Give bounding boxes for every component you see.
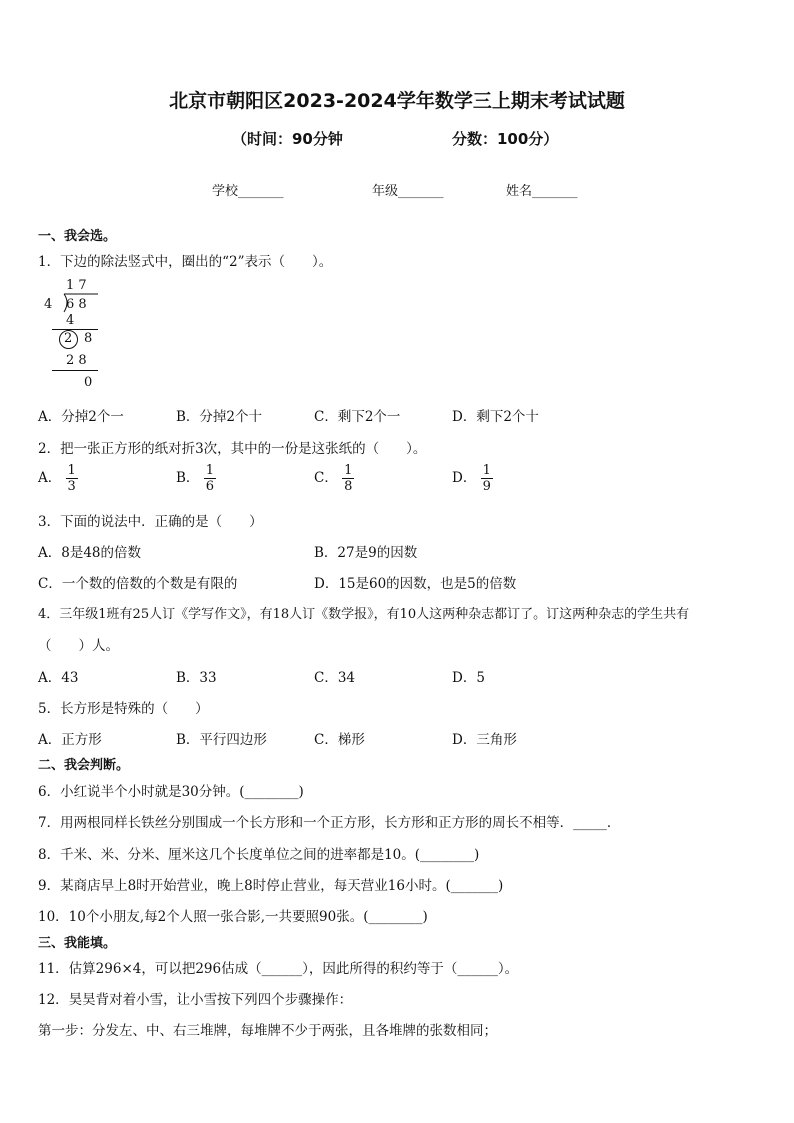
fraction-denominator: 8 [344, 479, 353, 494]
q2-option-a [38, 463, 78, 494]
division-divisor: 4 [44, 297, 53, 312]
question-4-line-1: 4．三年级1班有25人订《学写作文》，有18人订《数学报》，有10人这两种杂志都订了。订这两种杂志的学生共有 [38, 607, 690, 622]
question-7: 7．用两根同样长铁丝分别围成一个长方形和一个正方形，长方形和正方形的周长不相等．_____． [38, 815, 621, 831]
q3-option-d: D．15是60的因数，也是5的倍数 [314, 576, 517, 592]
q4-option-c: C．34 [314, 670, 356, 686]
q2-option-b-fraction [204, 463, 216, 494]
exam-time: （时间：90分钟 [232, 130, 343, 148]
question-1: 1．下边的除法竖式中，圈出的“2”表示（ ）。 [38, 254, 333, 270]
fraction-numerator: 1 [482, 463, 491, 478]
section-3-heading: 三、我能填。 [38, 936, 117, 951]
grade-field: 年级_______ [372, 184, 444, 199]
question-2: 2．把一张正方形的纸对折3次，其中的一份是这张纸的（ ）。 [38, 441, 427, 457]
page-title: 北京市朝阳区2023-2024学年数学三上期末考试试题 [169, 90, 625, 112]
question-3: 3．下面的说法中．正确的是（ ） [38, 514, 263, 530]
fraction-numerator: 1 [205, 463, 214, 478]
q2-option-c-fraction [342, 463, 354, 494]
q3-option-b: B．27是9的因数 [314, 545, 418, 561]
division-dividend: 6 8 [66, 297, 87, 312]
q5-option-d: D．三角形 [452, 732, 517, 748]
fraction-numerator: 1 [67, 463, 76, 478]
q5-option-a: A．正方形 [38, 732, 102, 748]
question-10: 10．10个小朋友,每2个人照一张合影,一共要照90张。(________) [38, 909, 428, 925]
division-step-3: 2 8 [66, 353, 87, 368]
circled-digit: 2 [64, 331, 73, 346]
q5-option-c: C．梯形 [314, 732, 365, 748]
q1-option-b: B．分掉2个十 [176, 409, 263, 425]
q2-option-d-letter: D． [452, 470, 477, 486]
q2-option-a-letter: A． [38, 470, 62, 486]
q2-option-d-fraction [481, 463, 493, 494]
exam-score: 分数：100分） [452, 130, 559, 148]
q4-option-b: B．33 [176, 670, 217, 686]
section-2-heading: 二、我会判断。 [38, 758, 130, 773]
q2-option-d [452, 463, 493, 494]
question-8: 8．千米、米、分米、厘米这几个长度单位之间的进率都是10。(________) [38, 847, 480, 863]
fraction-denominator: 9 [482, 479, 491, 494]
school-field: 学校_______ [212, 184, 284, 199]
question-6: 6．小红说半个小时就是30分钟。(________) [38, 784, 304, 800]
q1-option-a: A．分掉2个一 [38, 409, 124, 425]
question-12-step-1: 第一步：分发左、中、右三堆牌，每堆牌不少于两张，且各堆牌的张数相同； [38, 1023, 497, 1039]
q4-option-a: A．43 [38, 670, 79, 686]
division-quotient: 1 7 [66, 278, 87, 293]
section-1-heading: 一、我会选。 [38, 229, 117, 244]
fraction-numerator: 1 [344, 463, 353, 478]
fraction-denominator: 6 [205, 479, 214, 494]
q3-option-c: C．一个数的倍数的个数是有限的 [38, 576, 238, 592]
division-line-1 [52, 329, 98, 330]
division-step-1: 4 [66, 313, 75, 328]
q2-option-c [314, 463, 354, 494]
question-11: 11．估算296×4，可以把296估成（______），因此所得的积约等于（______）。 [38, 961, 519, 977]
q2-option-b-letter: B． [176, 470, 200, 486]
q2-option-a-fraction [66, 463, 78, 494]
name-field: 姓名_______ [506, 184, 578, 199]
division-remainder: 0 [84, 375, 93, 390]
question-9: 9．某商店早上8时开始营业，晚上8时停止营业，每天营业16小时。(_______) [38, 878, 504, 894]
question-5: 5．长方形是特殊的（ ） [38, 701, 209, 717]
division-step-2-tail: 8 [84, 331, 93, 346]
q4-option-d: D．5 [452, 670, 485, 686]
q1-option-c: C．剩下2个一 [314, 409, 401, 425]
q1-option-d: D．剩下2个十 [452, 409, 539, 425]
q5-option-b: B．平行四边形 [176, 732, 267, 748]
q2-option-b [176, 463, 216, 494]
question-12: 12．昊昊背对着小雪，让小雪按下列四个步骤操作： [38, 992, 353, 1008]
question-4-line-2: （ ）人。 [38, 638, 119, 654]
fraction-denominator: 3 [67, 479, 76, 494]
q3-option-a: A．8是48的倍数 [38, 545, 142, 561]
division-line-2 [52, 370, 98, 371]
q2-option-c-letter: C． [314, 470, 338, 486]
